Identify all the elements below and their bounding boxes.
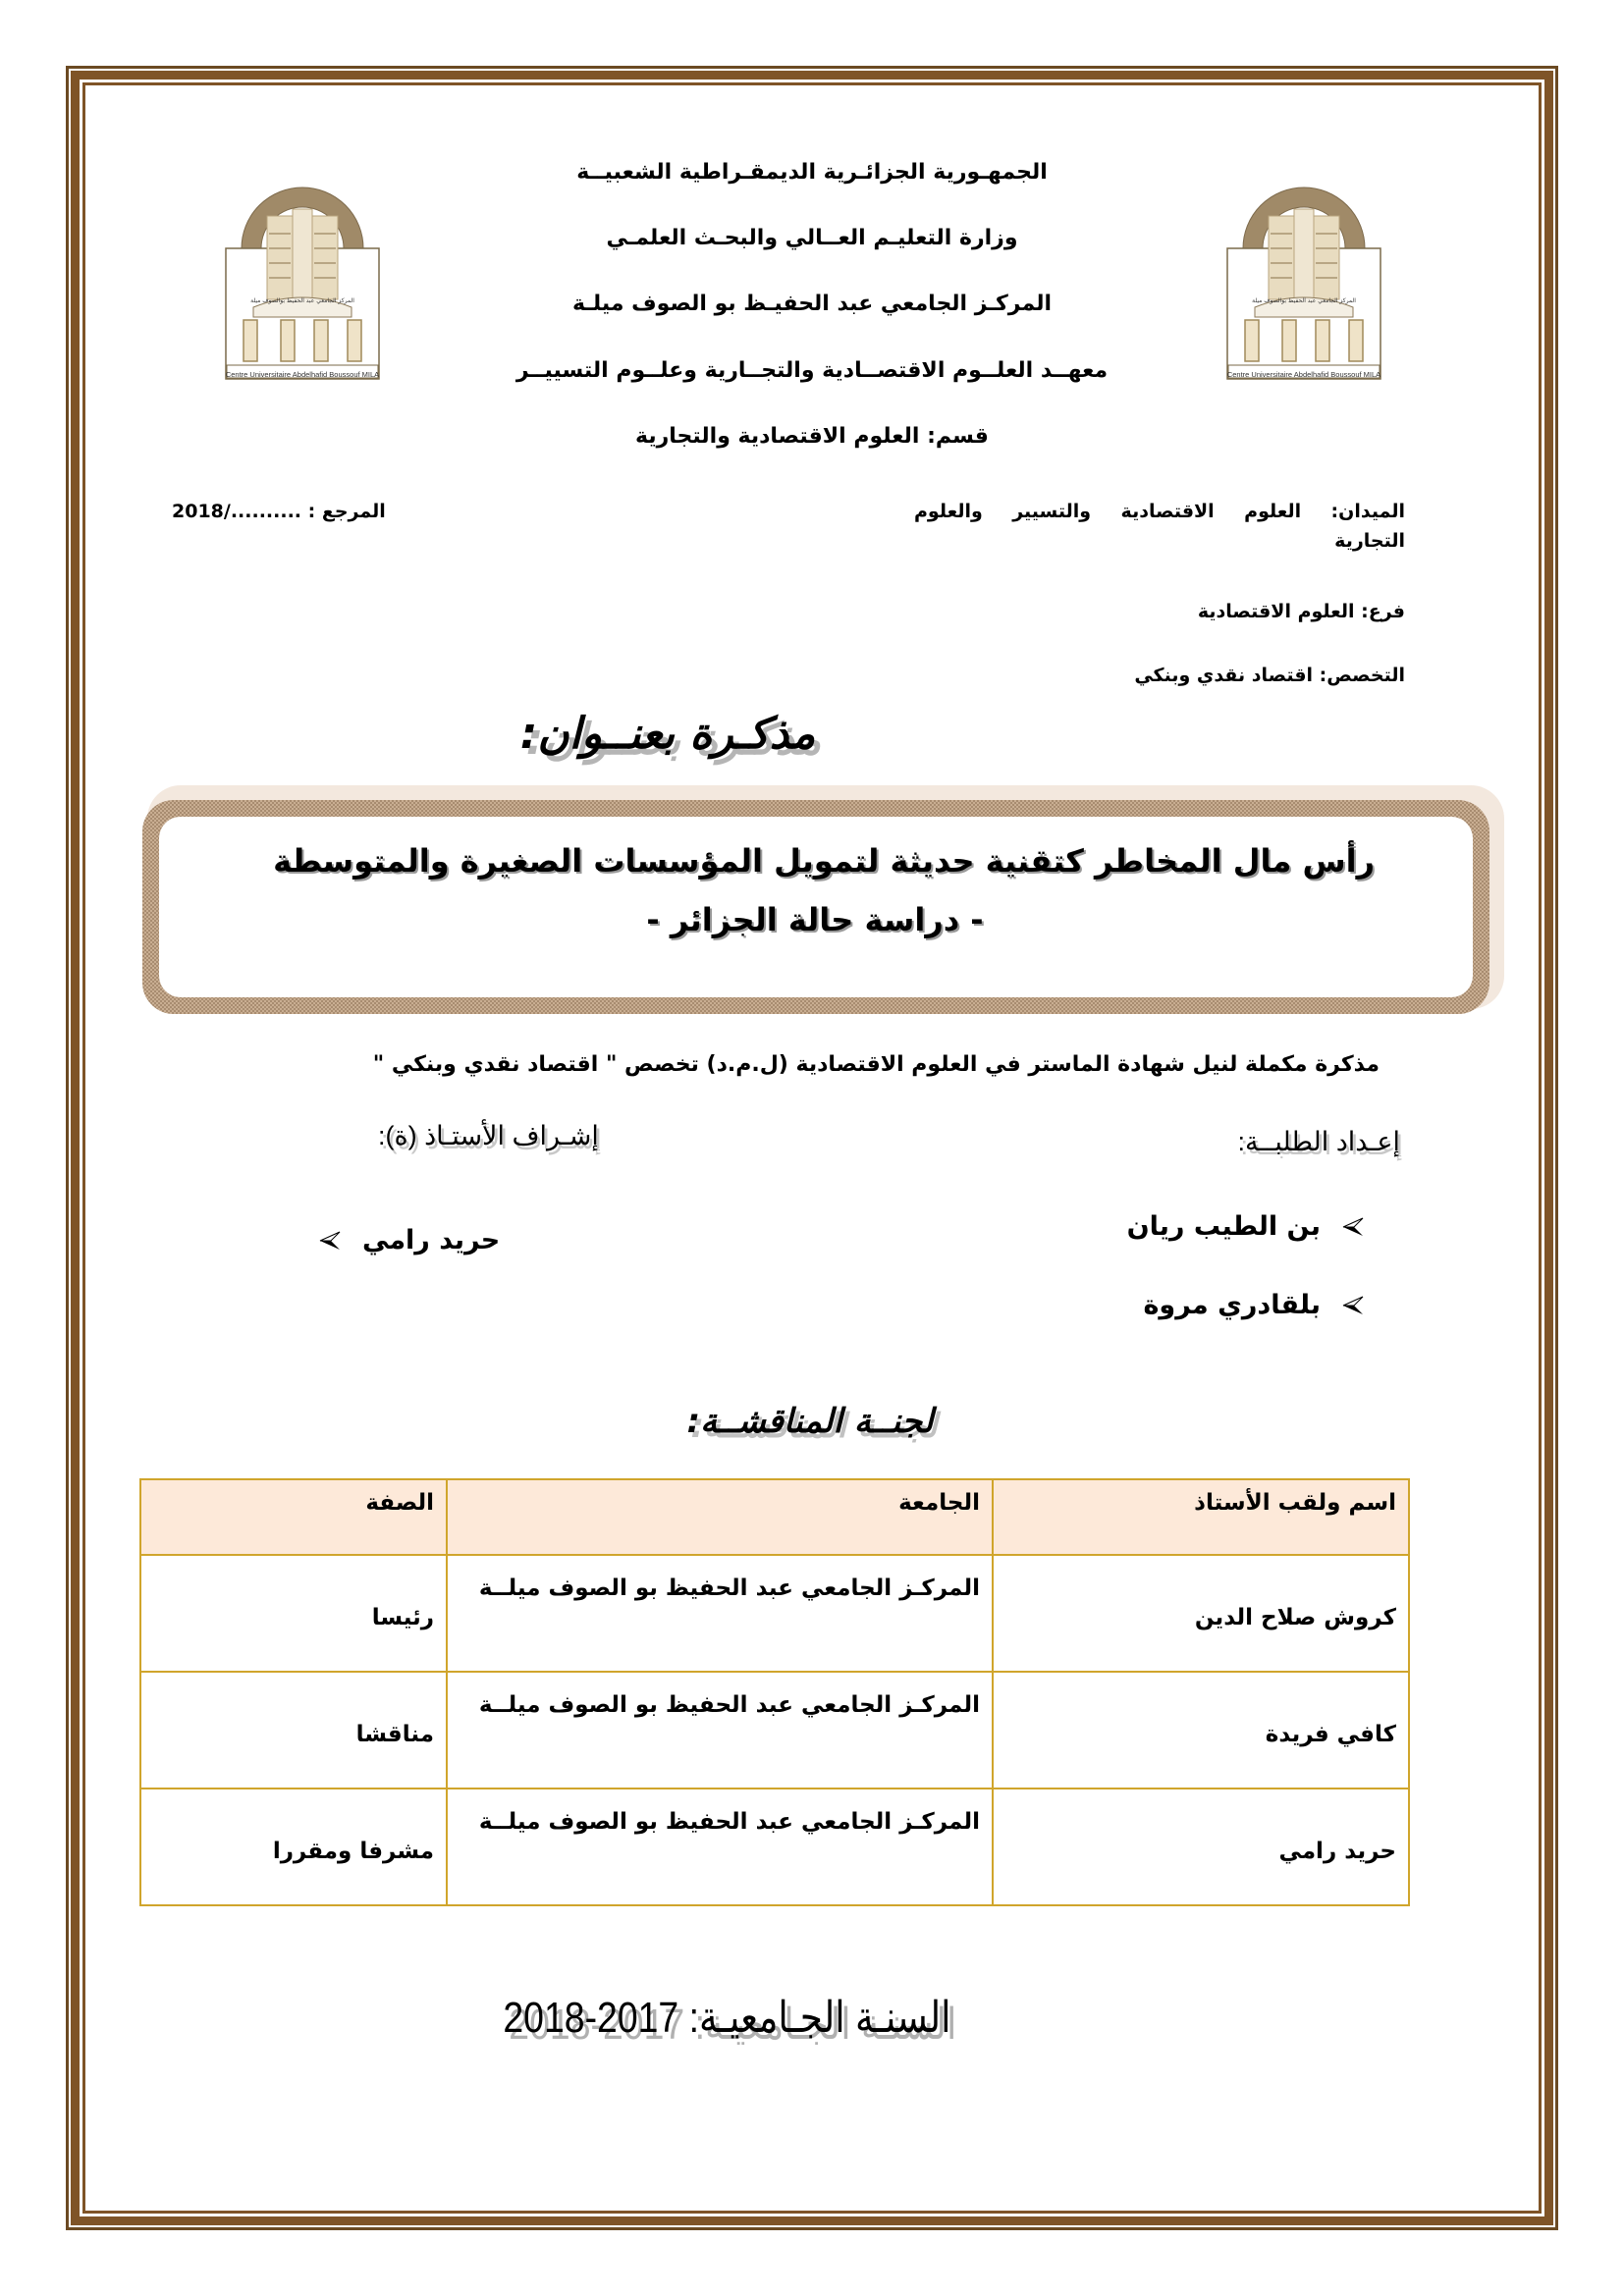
supervisor-name: حريد رامي [362,1225,501,1255]
academic-year: السنـة الجـامعيـة: 2017-2018 [503,1994,951,2042]
student-item [1127,1211,1364,1242]
table-row [140,1672,1409,1789]
table-row [140,1555,1409,1672]
student-item [1143,1290,1364,1320]
thesis-title-line-1: رأس مال المخاطر كتقنية حديثة لتمويل المؤسسات الصغيرة والمتوسطة [273,842,1375,880]
thesis-title-line-2: - دراسة حالة الجزائر - [646,901,984,938]
committee-heading: لجنــة المناقشــة: [686,1402,934,1441]
field-line-1: الميدان: العلوم الاقتصادية والتسيير والعلوم [914,501,1405,522]
logo-building-icon [1225,155,1382,381]
field-line-2: التجارية [1334,530,1405,552]
cell-role: رئيسا [140,1555,447,1672]
arrow-bullet-icon [1342,1216,1364,1238]
header-department: قسم: العلوم الاقتصادية والتجارية [635,424,989,449]
university-logo-left [224,155,381,381]
header-institute: معهــد العلــوم الاقتصــادية والتجــارية وعلــوم التسييــر [515,358,1109,383]
student-name: بلقادري مروة [1143,1290,1321,1320]
student-name: بن الطيب ريان [1126,1211,1321,1242]
header-country: الجمهـورية الجزائـرية الديمقـراطية الشعبيــة [576,160,1048,185]
cell-name: حريد رامي [993,1789,1409,1905]
committee-table [139,1478,1410,1906]
branch: فرع: العلوم الاقتصادية [1197,601,1405,622]
supervisor-heading: إشـراف الأستـاذ (ة): [378,1121,599,1150]
supervisor-item [319,1225,500,1255]
specialty: التخصص: اقتصاد نقدي وبنكي [1134,665,1405,686]
logo-building-icon [224,155,381,381]
column-header-name: اسم ولقب الأستاذ [993,1479,1409,1555]
students-heading: إعـداد الطلبــة: [1237,1127,1400,1156]
cell-name: كافي فريدة [993,1672,1409,1789]
degree-statement: مذكرة مكملة لنيل شهادة الماستر في العلوم الاقتصادية (ل.م.د) تخصص " اقتصاد نقدي وبنكي " [372,1052,1380,1077]
cell-name: كروش صلاح الدين [993,1555,1409,1672]
cell-role: مشرفا ومقررا [140,1789,447,1905]
header-ministry: وزارة التعليـم العــالي والبحـث العلمـي [606,226,1018,250]
column-header-university: الجامعة [447,1479,993,1555]
table-header-row [140,1479,1409,1555]
arrow-bullet-icon [319,1230,341,1252]
reference-number: المرجع : ........../2018 [172,501,386,522]
table-row [140,1789,1409,1905]
cell-university: المركـز الجامعي عبد الحفيظ بو الصوف ميلــة [447,1555,993,1672]
logo-arabic-caption: المركز الجامعي عبد الحفيظ بوالصوف ميلة [250,297,354,304]
university-logo-right [1225,155,1382,381]
cell-university: المركـز الجامعي عبد الحفيظ بو الصوف ميلــة [447,1672,993,1789]
memoir-title-heading: مذكـرة بعنــوان: [519,709,816,759]
logo-caption: Centre Universitaire Abdelhafid Boussouf MILA [225,370,380,379]
logo-caption: Centre Universitaire Abdelhafid Boussouf MILA [1226,370,1381,379]
logo-arabic-caption: المركز الجامعي عبد الحفيظ بوالصوف ميلة [1252,297,1356,304]
arrow-bullet-icon [1342,1295,1364,1316]
cell-university: المركـز الجامعي عبد الحفيظ بو الصوف ميلــة [447,1789,993,1905]
header-university: المركـز الجامعي عبد الحفيـظ بو الصوف ميلـة [572,292,1052,316]
cell-role: مناقشا [140,1672,447,1789]
column-header-role: الصفة [140,1479,447,1555]
